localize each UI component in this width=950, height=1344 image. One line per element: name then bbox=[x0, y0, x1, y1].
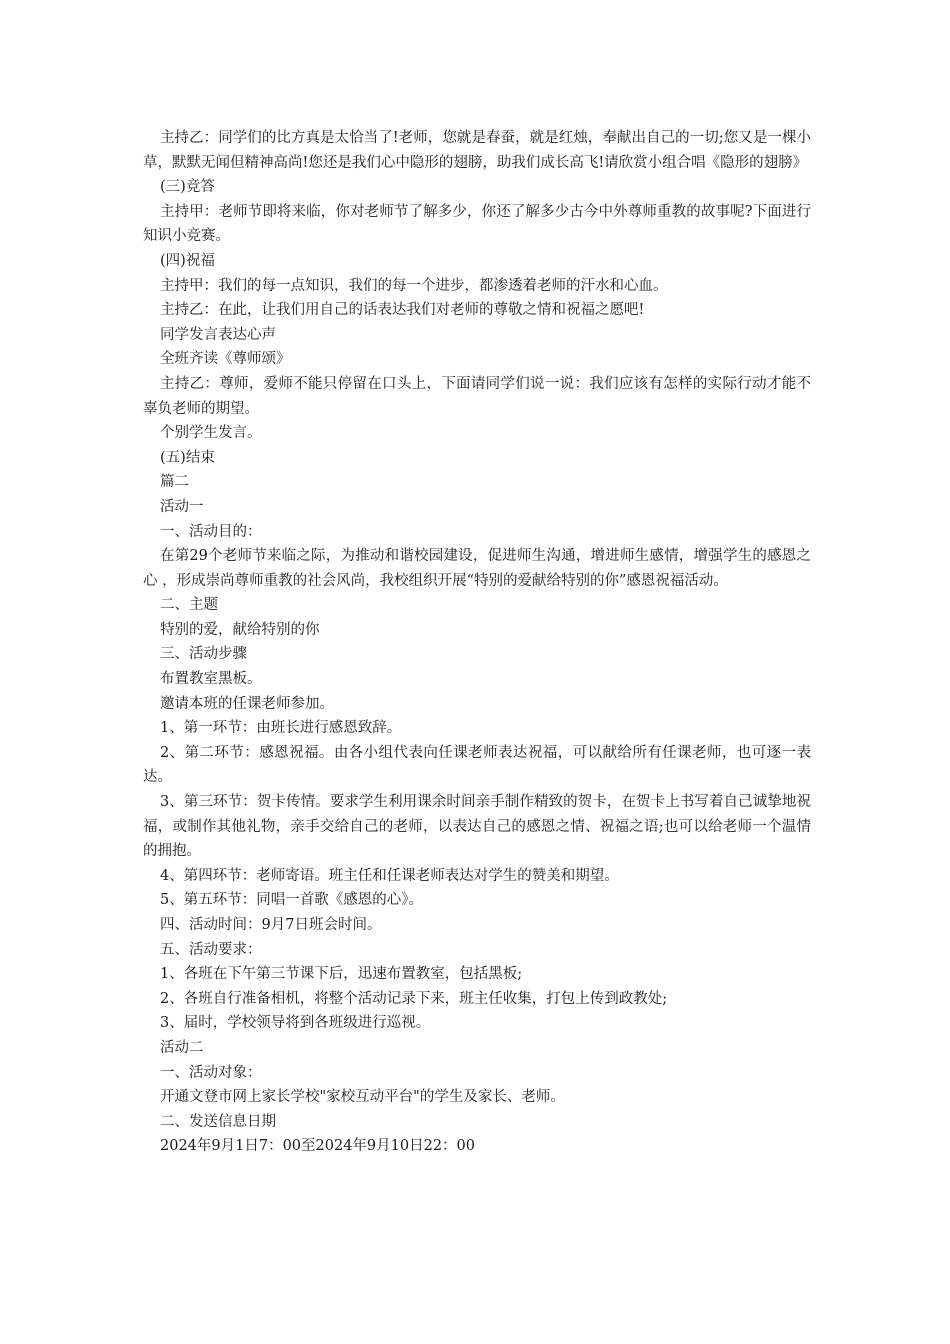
section-heading: 二、发送信息日期 bbox=[160, 1113, 276, 1130]
section-heading: (四)祝福 bbox=[160, 252, 215, 269]
paragraph: 个别学生发言。 bbox=[160, 425, 262, 442]
list-item: 4、第四环节：老师寄语。班主任和任课老师表达对学生的赞美和期望。 bbox=[160, 867, 619, 884]
section-heading: 一、活动对象： bbox=[160, 1064, 262, 1081]
list-item: 1、第一环节：由班长进行感恩致辞。 bbox=[160, 720, 402, 737]
paragraph: 特别的爱，献给特别的你 bbox=[160, 621, 320, 638]
section-heading: 活动二 bbox=[160, 1039, 204, 1056]
paragraph: 主持甲：我们的每一点知识，我们的每一个进步，都渗透着老师的汗水和心血。 bbox=[160, 277, 668, 294]
paragraph: 布置教室黑板。 bbox=[160, 671, 262, 688]
list-item: 3、届时，学校领导将到各班级进行巡视。 bbox=[160, 1015, 431, 1032]
section-heading: 篇二 bbox=[160, 474, 189, 491]
section-heading: 四、活动时间：9月7日班会时间。 bbox=[160, 917, 382, 933]
paragraph: 开通文登市网上家长学校"家校互动平台"的学生及家长、老师。 bbox=[160, 1089, 565, 1106]
paragraph: 主持甲：老师节即将来临，你对老师节了解多少，你还了解多少古今中外尊师重教的故事呢?下面进行知识小竞赛。 bbox=[143, 203, 811, 245]
paragraph: 全班齐读《尊师颂》 bbox=[160, 351, 291, 368]
paragraph: 邀请本班的任课老师参加。 bbox=[160, 695, 334, 712]
paragraph: 2024年9月1日7：00至2024年9月10日22：00 bbox=[160, 1138, 476, 1155]
paragraph: 同学发言表达心声 bbox=[160, 326, 276, 343]
paragraph: 主持乙：在此，让我们用自己的话表达我们对老师的尊敬之情和祝福之愿吧! bbox=[160, 302, 645, 319]
list-item: 5、第五环节：同唱一首歌《感恩的心》。 bbox=[160, 892, 423, 909]
section-heading: 二、主题 bbox=[160, 597, 218, 614]
paragraph: 主持乙：尊师，爱师不能只停留在口头上，下面请同学们说一说：我们应该有怎样的实际行动才能不辜负老师的期望。 bbox=[143, 375, 811, 417]
section-heading: 三、活动步骤 bbox=[160, 646, 247, 663]
list-item: 3、第三环节：贺卡传情。要求学生利用课余时间亲手制作精致的贺卡，在贺卡上书写着自己诚挚地祝福，或制作其他礼物，亲手交给自己的老师，以表达自己的感恩之情、祝福之语;也可以给老师一个温情的拥抱。 bbox=[143, 794, 811, 860]
section-heading: (五)结束 bbox=[160, 449, 215, 466]
paragraph: 主持乙：同学们的比方真是太恰当了!老师，您就是春蚕，就是红烛，奉献出自己的一切;您又是一棵小草，默默无闻但精神高尚!您还是我们心中隐形的翅膀，助我们成长高飞!请欣赏小组合唱《隐形的翅膀》 bbox=[143, 130, 811, 171]
section-heading: 五、活动要求： bbox=[160, 941, 262, 958]
list-item: 1、各班在下午第三节课下后，迅速布置教室，包括黑板; bbox=[160, 966, 523, 983]
document-body bbox=[143, 126, 811, 1159]
section-heading: 活动一 bbox=[160, 498, 204, 515]
paragraph: 在第29个老师节来临之际，为推动和谐校园建设，促进师生沟通，增进师生感情，增强学生的感恩之心 ，形成崇尚尊师重教的社会风尚，我校组织开展“特别的爱献给特别的你”感恩祝福活动。 bbox=[143, 548, 811, 589]
list-item: 2、各班自行准备相机，将整个活动记录下来，班主任收集，打包上传到政教处; bbox=[160, 990, 668, 1007]
section-heading: 一、活动目的： bbox=[160, 523, 262, 540]
section-heading: (三)竞答 bbox=[160, 179, 215, 196]
list-item: 2、第二环节：感恩祝福。由各小组代表向任课老师表达祝福，可以献给所有任课老师，也可逐一表达。 bbox=[143, 744, 811, 786]
